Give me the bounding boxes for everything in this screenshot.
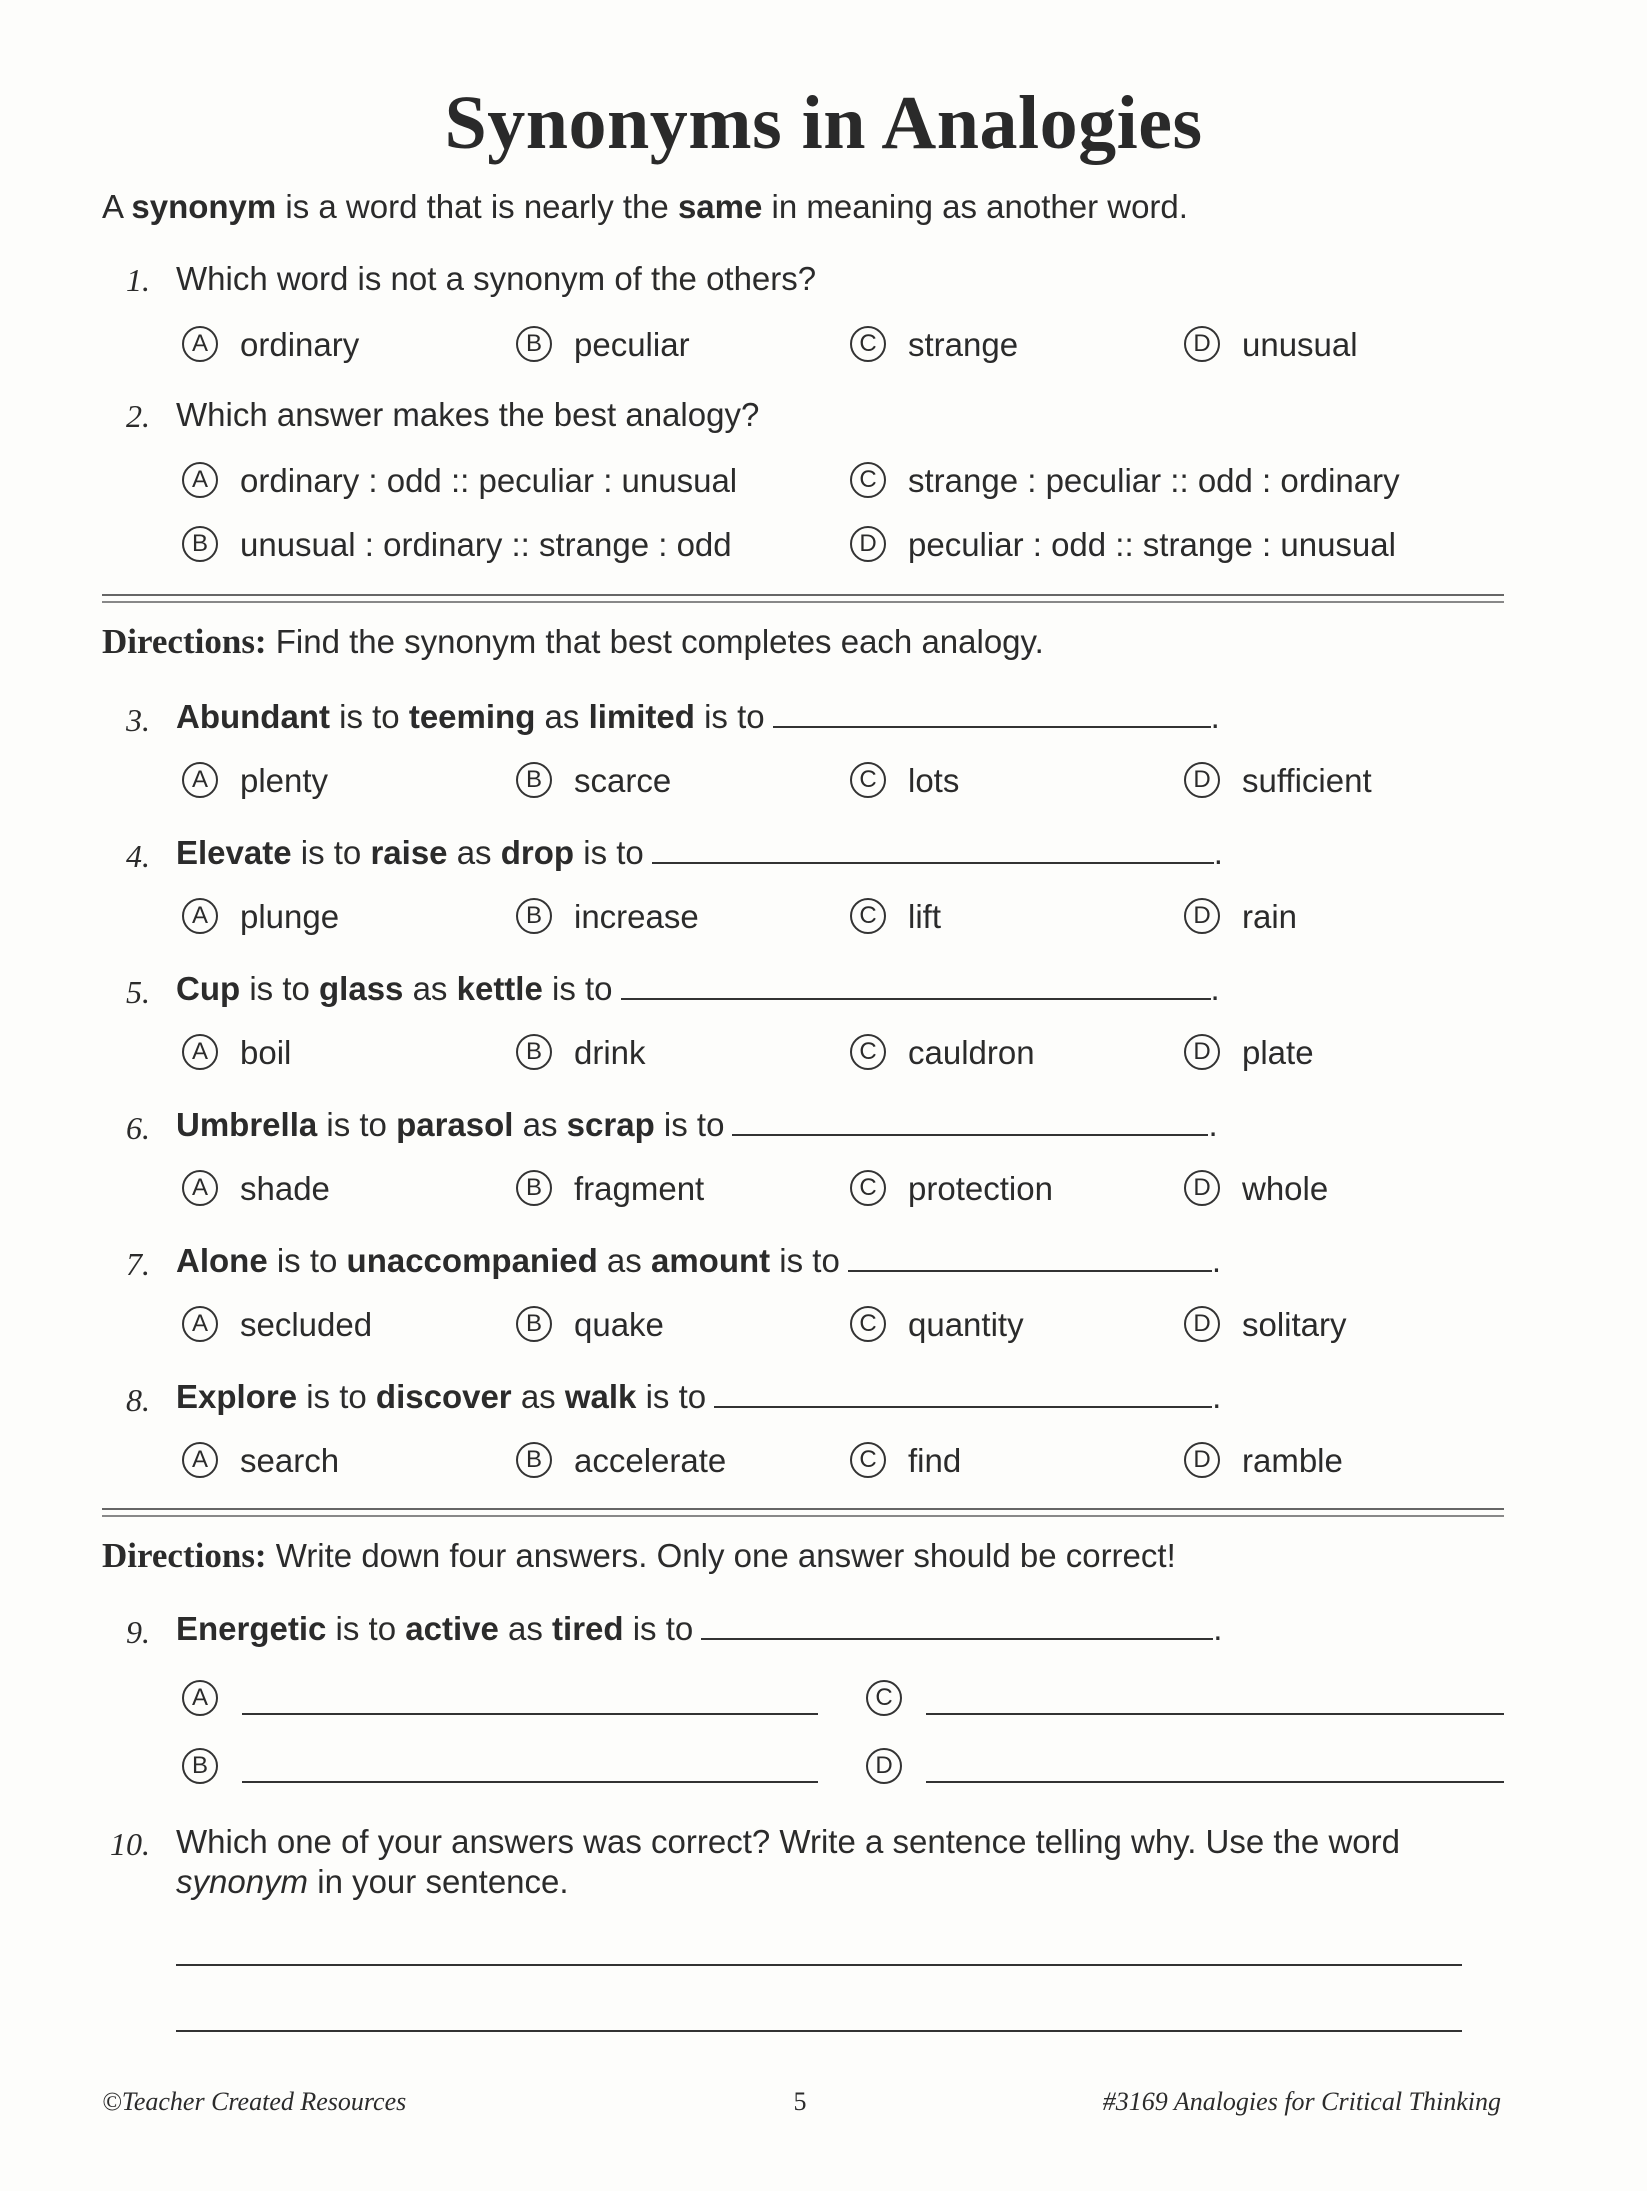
q3-option-c[interactable] (850, 762, 959, 801)
question-4-text (176, 834, 1223, 872)
q2-option-c[interactable] (850, 462, 1400, 501)
intro-part: A (102, 188, 132, 225)
question-number: 1. (126, 262, 150, 298)
directions-text: Write down four answers. Only one answer should be correct! (266, 1537, 1176, 1574)
option-label: lots (908, 762, 960, 799)
page-title: Synonyms in Analogies (444, 81, 1203, 165)
term: teeming (408, 698, 536, 735)
option-label: secluded (240, 1306, 373, 1343)
option-circle-icon: B (516, 1442, 552, 1478)
term: tired (552, 1610, 624, 1647)
option-label: plenty (240, 762, 329, 799)
text: as (535, 698, 589, 735)
term: Energetic (176, 1610, 327, 1647)
option-circle-icon: D (1184, 326, 1220, 362)
option-circle-icon: A (182, 462, 218, 498)
q1-option-a[interactable] (182, 326, 359, 365)
term: glass (319, 970, 404, 1007)
period: . (1208, 1106, 1218, 1143)
footer-book-title: #3169 Analogies for Critical Thinking (1102, 2087, 1501, 2116)
option-label: lift (908, 898, 941, 935)
option-label: fragment (574, 1170, 705, 1207)
option-label: increase (574, 898, 699, 935)
question-8-text (176, 1378, 1221, 1416)
term: discover (375, 1378, 512, 1415)
intro-part: in meaning as another word. (762, 188, 1188, 225)
option-label: plate (1242, 1034, 1314, 1071)
answer-blank[interactable] (701, 1610, 1213, 1640)
section-divider (102, 1508, 1504, 1517)
q2-option-b[interactable] (182, 526, 732, 565)
term: Elevate (176, 834, 292, 871)
option-circle-icon: D (866, 1748, 902, 1784)
option-label: find (908, 1442, 962, 1479)
term: scrap (566, 1106, 655, 1143)
q9-write-line-c[interactable] (926, 1713, 1504, 1715)
text: is to (267, 1242, 347, 1279)
text: is to (636, 1378, 707, 1415)
option-circle-icon: C (866, 1680, 902, 1716)
option-label: ordinary (240, 326, 360, 363)
option-circle-icon: C (850, 326, 886, 362)
q6-option-c[interactable] (850, 1170, 1053, 1209)
option-circle-icon: D (1184, 762, 1220, 798)
answer-blank[interactable] (773, 698, 1211, 728)
q8-option-c[interactable] (850, 1442, 961, 1481)
option-circle-icon: D (850, 526, 886, 562)
option-circle-icon: A (182, 326, 218, 362)
option-circle-icon: B (516, 326, 552, 362)
q5-option-d[interactable] (1184, 1034, 1314, 1073)
question-number: 7. (126, 1246, 150, 1282)
option-label: cauldron (908, 1034, 1035, 1071)
term: Umbrella (176, 1106, 318, 1143)
option-circle-icon: C (850, 462, 886, 498)
text: is to (654, 1106, 725, 1143)
term: Explore (176, 1378, 298, 1415)
option-circle-icon: A (182, 1034, 218, 1070)
directions-label: Directions: (102, 622, 267, 661)
option-circle-icon: C (850, 1306, 886, 1342)
footer-publisher: ©Teacher Created Resources (102, 2087, 407, 2116)
q9-option-c (866, 1680, 924, 1719)
question-number: 8. (126, 1382, 150, 1418)
period: . (1210, 970, 1220, 1007)
option-circle-icon: C (850, 1442, 886, 1478)
option-circle-icon: B (516, 1306, 552, 1342)
question-2-text: Which answer makes the best analogy? (176, 396, 760, 433)
q1-option-b[interactable] (516, 326, 690, 365)
option-label: ordinary : odd :: peculiar : unusual (240, 462, 738, 499)
period: . (1211, 1242, 1222, 1279)
q3-option-b[interactable] (516, 762, 671, 801)
text: is to (770, 1242, 840, 1279)
term: Alone (176, 1242, 268, 1279)
option-label: plunge (240, 898, 340, 935)
q3-option-a[interactable] (182, 762, 328, 801)
text: is to (326, 1610, 406, 1647)
text: as (597, 1242, 651, 1279)
question-number: 2. (126, 398, 150, 434)
section-divider (102, 594, 1504, 603)
question-number: 5. (126, 974, 150, 1010)
q1-option-d[interactable] (1184, 326, 1358, 365)
footer-page-number: 5 (793, 2087, 807, 2116)
text: is to (240, 970, 320, 1007)
text: is to (542, 970, 613, 1007)
term: amount (650, 1242, 771, 1279)
directions-label: Directions: (102, 1536, 267, 1575)
option-label: unusual (1242, 326, 1358, 363)
q5-option-c[interactable] (850, 1034, 1035, 1073)
text: as (513, 1106, 567, 1143)
option-circle-icon: D (1184, 1306, 1220, 1342)
option-label: peculiar : odd :: strange : unusual (908, 526, 1396, 563)
text: is to (291, 834, 371, 871)
option-circle-icon: A (182, 1442, 218, 1478)
q5-option-a[interactable] (182, 1034, 291, 1073)
text: is to (317, 1106, 397, 1143)
italic-term: synonym (176, 1863, 309, 1900)
option-label: search (240, 1442, 340, 1479)
term: kettle (456, 970, 543, 1007)
q7-option-a[interactable] (182, 1306, 372, 1345)
q5-option-b[interactable] (516, 1034, 646, 1073)
text: is to (329, 698, 409, 735)
intro-bold-synonym: synonym (131, 188, 277, 225)
option-circle-icon: A (182, 1170, 218, 1206)
option-label: rain (1242, 898, 1298, 935)
q9-write-line-d[interactable] (926, 1781, 1504, 1783)
option-circle-icon: D (1184, 1442, 1220, 1478)
question-number: 3. (126, 702, 150, 738)
option-label: shade (240, 1170, 330, 1207)
option-circle-icon: A (182, 898, 218, 934)
q9-option-a (182, 1680, 240, 1719)
q8-option-a[interactable] (182, 1442, 339, 1481)
option-label: quantity (908, 1306, 1024, 1343)
answer-blank[interactable] (732, 1106, 1208, 1136)
option-circle-icon: A (182, 762, 218, 798)
period: . (1210, 698, 1220, 735)
q4-option-b[interactable] (516, 898, 699, 937)
q4-option-d[interactable] (1184, 898, 1297, 937)
question-9-text (176, 1610, 1222, 1648)
q1-option-c[interactable] (850, 326, 1018, 365)
term: raise (370, 834, 448, 871)
q7-option-d[interactable] (1184, 1306, 1347, 1345)
option-circle-icon: C (850, 762, 886, 798)
q2-option-d[interactable] (850, 526, 1396, 565)
q10-write-line-1[interactable] (176, 1964, 1462, 1966)
option-circle-icon: B (182, 1748, 218, 1784)
option-circle-icon: C (850, 898, 886, 934)
option-label: drink (574, 1034, 646, 1071)
option-label: unusual : ordinary :: strange : odd (240, 526, 732, 563)
question-5-text (176, 970, 1220, 1008)
option-label: sufficient (1242, 762, 1372, 799)
directions-1 (102, 622, 1044, 662)
text: as (498, 1610, 553, 1647)
intro-text (102, 188, 1188, 226)
text: as (447, 834, 501, 871)
option-circle-icon: D (1184, 1170, 1220, 1206)
text: is to (694, 698, 765, 735)
option-label: accelerate (574, 1442, 727, 1479)
q7-option-c[interactable] (850, 1306, 1024, 1345)
question-number: 10. (110, 1826, 150, 1862)
q6-option-a[interactable] (182, 1170, 330, 1209)
q9-option-b (182, 1748, 240, 1787)
q4-option-c[interactable] (850, 898, 941, 937)
intro-bold-same: same (677, 188, 763, 225)
period: . (1213, 1610, 1223, 1647)
term: Cup (176, 970, 241, 1007)
q10-write-line-2[interactable] (176, 2030, 1462, 2032)
term: drop (500, 834, 575, 871)
question-7-text (176, 1242, 1221, 1280)
term: parasol (396, 1106, 514, 1143)
option-label: strange (908, 326, 1019, 363)
option-label: protection (908, 1170, 1053, 1207)
period: . (1213, 834, 1223, 871)
question-3-text (176, 698, 1220, 736)
term: walk (564, 1378, 637, 1415)
q8-option-d[interactable] (1184, 1442, 1343, 1481)
q8-option-b[interactable] (516, 1442, 726, 1481)
option-circle-icon: D (1184, 898, 1220, 934)
option-label: ramble (1242, 1442, 1343, 1479)
period: . (1212, 1378, 1222, 1415)
question-10-text (176, 1822, 1400, 1902)
option-circle-icon: C (850, 1170, 886, 1206)
q9-write-line-a[interactable] (242, 1713, 818, 1715)
term: active (405, 1610, 499, 1647)
question-1-text: Which word is not a synonym of the others? (176, 260, 817, 297)
option-circle-icon: B (516, 1170, 552, 1206)
q3-option-d[interactable] (1184, 762, 1372, 801)
option-circle-icon: A (182, 1680, 218, 1716)
q9-write-line-b[interactable] (242, 1781, 818, 1783)
answer-blank[interactable] (714, 1378, 1212, 1408)
option-label: scarce (574, 762, 672, 799)
text: in your sentence. (308, 1863, 569, 1900)
option-circle-icon: B (516, 762, 552, 798)
directions-2 (102, 1536, 1176, 1576)
text: is to (297, 1378, 376, 1415)
answer-blank[interactable] (652, 834, 1214, 864)
option-label: strange : peculiar :: odd : ordinary (908, 462, 1400, 499)
option-label: quake (574, 1306, 664, 1343)
option-circle-icon: A (182, 1306, 218, 1342)
term: limited (588, 698, 695, 735)
q6-option-b[interactable] (516, 1170, 704, 1209)
term: unaccompanied (346, 1242, 598, 1279)
text: is to (574, 834, 644, 871)
option-label: solitary (1242, 1306, 1347, 1343)
text: as (511, 1378, 565, 1415)
option-label: peculiar (574, 326, 690, 363)
question-number: 4. (126, 838, 150, 874)
directions-text: Find the synonym that best completes each analogy. (266, 623, 1044, 660)
q6-option-d[interactable] (1184, 1170, 1328, 1209)
text: is to (623, 1610, 694, 1647)
question-number: 9. (126, 1614, 150, 1650)
question-6-text (176, 1106, 1218, 1144)
q9-option-d (866, 1748, 924, 1787)
option-circle-icon: B (516, 1034, 552, 1070)
text: Which one of your answers was correct? Write a sentence telling why. Use the word (176, 1823, 1400, 1860)
q2-option-a[interactable] (182, 462, 737, 501)
option-circle-icon: B (516, 898, 552, 934)
question-number: 6. (126, 1110, 150, 1146)
term: Abundant (176, 698, 330, 735)
text: as (403, 970, 457, 1007)
q7-option-b[interactable] (516, 1306, 664, 1345)
option-circle-icon: C (850, 1034, 886, 1070)
q4-option-a[interactable] (182, 898, 339, 937)
intro-part: is a word that is nearly the (276, 188, 678, 225)
option-circle-icon: D (1184, 1034, 1220, 1070)
option-label: boil (240, 1034, 292, 1071)
option-label: whole (1242, 1170, 1329, 1207)
answer-blank[interactable] (848, 1242, 1212, 1272)
option-circle-icon: B (182, 526, 218, 562)
answer-blank[interactable] (621, 970, 1211, 1000)
